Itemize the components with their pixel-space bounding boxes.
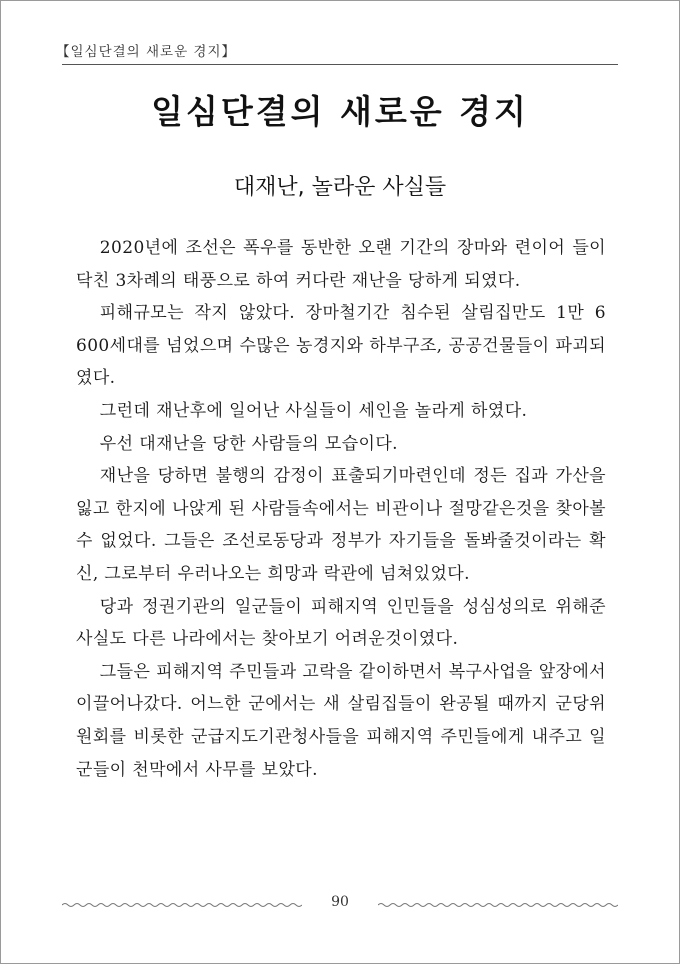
page-footer: [62, 894, 618, 914]
section-subtitle: 대재난, 놀라운 사실들: [233, 175, 447, 200]
paragraph: 피해규모는 작지 않았다. 장마철기간 침수된 살림집만도 1만 6 600세대를 넘었으며 수많은 농경지와 하부구조, 공공건물들이 파괴되였다.: [76, 303, 606, 389]
paragraph: 재난을 당하면 불행의 감정이 표출되기마련인데 정든 집과 가산을 잃고 한지에 나앉게 된 사람들속에서는 비관이나 절망같은것을 찾아볼수 없었다. 그들은 조선로동당과 정부가 자기들을 돌봐줄것이라는 확신, 그로부터 우러나오는 희망과 락관에 넘쳐있었다.: [76, 466, 606, 584]
page-title: 일심단결의 새로운 경지: [151, 92, 529, 131]
body-text: [76, 232, 606, 786]
paragraph: 2020년에 조선은 폭우를 동반한 오랜 기간의 장마와 련이어 들이닥친 3차례의 태풍으로 하여 커다란 재난을 당하게 되였다.: [76, 238, 606, 291]
page-number: 90: [331, 894, 349, 910]
header-rule: [62, 64, 618, 65]
running-header: 【일심단결의 새로운 경지】: [56, 44, 236, 60]
paragraph: 그런데 재난후에 일어난 사실들이 세인을 놀라게 하였다.: [99, 400, 528, 421]
paragraph: 당과 정권기관의 일군들이 피해지역 인민들을 성심성의로 위해준 사실도 다른 나라에서는 찾아보기 어려운것이였다.: [76, 596, 606, 650]
footer-ornament-right: [378, 902, 618, 908]
paragraph: 그들은 피해지역 주민들과 고락을 같이하면서 복구사업을 앞장에서 이끌어나갔다. 어느한 군에서는 새 살림집들이 완공될 때까지 군당위원회를 비롯한 군급지도기관청사들을 피해지역 주민들에게 내주고 일군들이 천막에서 사무를 보았다.: [76, 661, 606, 780]
paragraph: 우선 대재난을 당한 사람들의 모습이다.: [99, 433, 398, 454]
